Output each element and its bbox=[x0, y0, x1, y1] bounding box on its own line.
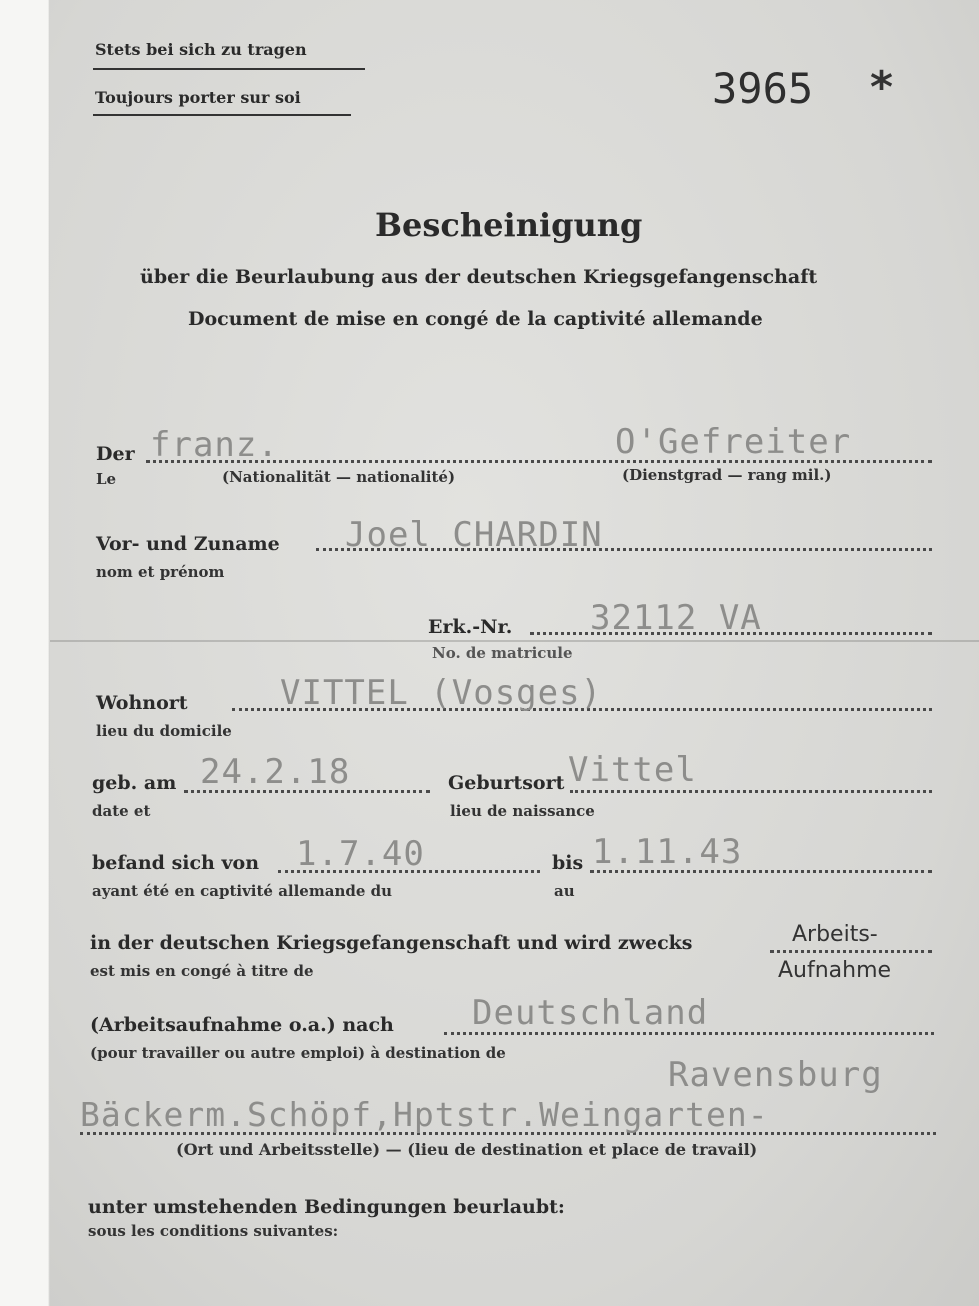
nach-label-de: (Arbeitsaufnahme o.a.) nach bbox=[90, 1014, 394, 1036]
von-value: 1.7.40 bbox=[296, 834, 425, 874]
ort-value-line2: Bäckerm.Schöpf,Hptstr.Weingarten- bbox=[80, 1095, 769, 1134]
nationality-caption: (Nationalität — nationalité) bbox=[222, 468, 456, 486]
rank-value: O'Gefreiter bbox=[615, 422, 852, 462]
subtitle-fr: Document de mise en congé de la captivité allemande bbox=[188, 308, 763, 330]
der-label: Der bbox=[96, 443, 135, 465]
geburtsort-label-de: Geburtsort bbox=[448, 772, 565, 794]
asterisk-mark: * bbox=[870, 62, 894, 113]
geb-value: 24.2.18 bbox=[200, 752, 351, 792]
von-label-de: befand sich von bbox=[92, 852, 260, 874]
paper-fold-line bbox=[50, 640, 979, 642]
carry-note-fr: Toujours porter sur soi bbox=[95, 88, 301, 107]
wohnort-label-fr: lieu du domicile bbox=[96, 722, 232, 740]
geburtsort-label-fr: lieu de naissance bbox=[450, 802, 595, 820]
name-label-de: Vor- und Zuname bbox=[96, 533, 280, 555]
nach-label-fr: (pour travailler ou autre emploi) à destination de bbox=[90, 1044, 506, 1062]
rank-caption: (Dienstgrad — rang mil.) bbox=[622, 466, 832, 484]
conditions-de: unter umstehenden Bedingungen beurlaubt: bbox=[88, 1196, 565, 1218]
geb-label-fr: date et bbox=[92, 802, 151, 820]
nationality-value: franz. bbox=[150, 425, 279, 465]
le-label: Le bbox=[96, 470, 117, 488]
carry-underline-1 bbox=[93, 68, 365, 70]
name-value: Joel CHARDIN bbox=[345, 515, 603, 555]
subtitle-de: über die Beurlaubung aus der deutschen Kriegsgefangenschaft bbox=[140, 266, 818, 288]
geburtsort-line bbox=[570, 790, 932, 793]
wohnort-value: VITTEL (Vosges) bbox=[280, 673, 603, 713]
wohnort-label-de: Wohnort bbox=[96, 692, 188, 714]
geb-label-de: geb. am bbox=[92, 772, 177, 794]
zweck-label-de: in der deutschen Kriegsgefangenschaft und wird zwecks bbox=[90, 932, 693, 954]
von-label-fr: ayant été en captivité allemande du bbox=[92, 882, 392, 900]
zweck-value-line1: Arbeits- bbox=[792, 922, 878, 947]
bis-label-fr: au bbox=[554, 882, 575, 900]
name-label-fr: nom et prénom bbox=[96, 563, 225, 581]
ort-caption: (Ort und Arbeitsstelle) — (lieu de destination et place de travail) bbox=[176, 1140, 758, 1159]
serial-number: 3965 bbox=[712, 64, 814, 113]
carry-note-de: Stets bei sich zu tragen bbox=[95, 40, 307, 59]
document-title: Bescheinigung bbox=[375, 206, 643, 244]
conditions-fr: sous les conditions suivantes: bbox=[88, 1222, 339, 1240]
erk-label: Erk.-Nr. bbox=[428, 616, 513, 638]
bis-label-de: bis bbox=[552, 852, 584, 874]
geburtsort-value: Vittel bbox=[568, 750, 697, 790]
bis-value: 1.11.43 bbox=[592, 832, 743, 872]
ort-value-line1: Ravensburg bbox=[668, 1055, 883, 1095]
zweck-value-line2: Aufnahme bbox=[778, 958, 892, 983]
zweck-label-fr: est mis en congé à titre de bbox=[90, 962, 314, 980]
erk-caption: No. de matricule bbox=[432, 644, 573, 662]
zweck-line bbox=[770, 950, 932, 953]
nach-value: Deutschland bbox=[472, 993, 709, 1033]
erk-value: 32112 VA bbox=[590, 598, 762, 638]
carry-underline-2 bbox=[93, 114, 351, 116]
